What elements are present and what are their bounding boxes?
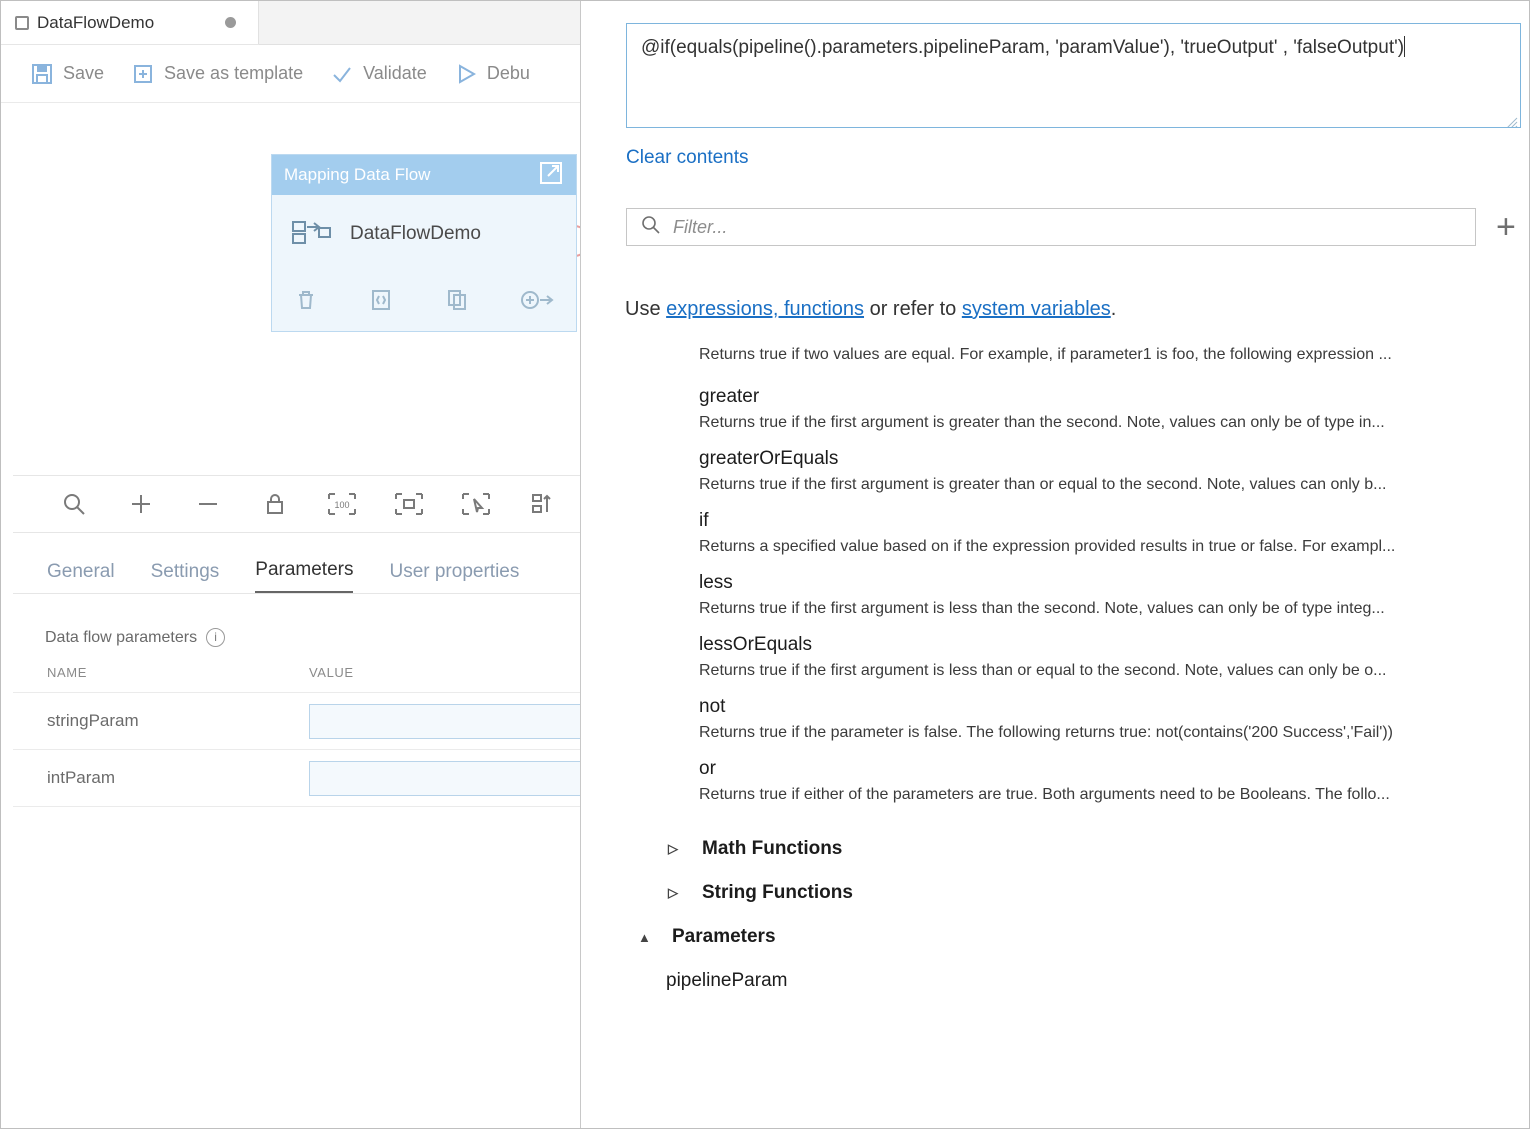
list-item[interactable] bbox=[626, 510, 1526, 556]
group-string-functions[interactable] bbox=[626, 882, 1526, 904]
group-label: Parameters bbox=[672, 926, 776, 947]
template-icon bbox=[132, 63, 154, 85]
expressions-functions-link[interactable]: expressions, functions bbox=[666, 298, 865, 320]
parameters-table-header bbox=[13, 665, 601, 693]
save-button[interactable] bbox=[31, 63, 104, 85]
parameter-item-pipelineparam[interactable]: pipelineParam bbox=[666, 970, 788, 991]
node-header-title: Mapping Data Flow bbox=[284, 165, 431, 184]
validate-button[interactable] bbox=[331, 63, 427, 85]
group-math-functions[interactable] bbox=[626, 838, 1526, 860]
detail-tabs bbox=[13, 546, 601, 594]
delete-icon[interactable] bbox=[294, 288, 318, 317]
group-parameters[interactable] bbox=[626, 926, 1526, 948]
node-actions bbox=[272, 273, 576, 331]
function-description: Returns true if the first argument is greater than or equal to the second. Note, values can only b... bbox=[699, 476, 1387, 493]
function-description: Returns true if two values are equal. For example, if parameter1 is foo, the following expression ... bbox=[699, 346, 1392, 363]
tab-strip bbox=[1, 1, 601, 45]
save-as-template-button[interactable] bbox=[132, 63, 303, 85]
list-item[interactable] bbox=[626, 634, 1526, 680]
search-icon bbox=[641, 215, 661, 240]
help-text-prefix: Use bbox=[625, 298, 667, 320]
dataflow-icon bbox=[292, 219, 332, 250]
tab-general[interactable]: General bbox=[47, 561, 115, 582]
tab-settings[interactable]: Settings bbox=[150, 561, 220, 582]
function-list[interactable] bbox=[626, 346, 1526, 1129]
list-item[interactable] bbox=[626, 346, 1526, 364]
chevron-right-icon: ▷ bbox=[668, 841, 678, 856]
expression-input[interactable] bbox=[626, 23, 1521, 128]
search-icon[interactable] bbox=[57, 487, 91, 521]
column-header-value: VALUE bbox=[309, 665, 354, 680]
filter-row bbox=[626, 208, 1521, 246]
tab-strip-empty-area bbox=[259, 1, 601, 45]
parameter-name: intParam bbox=[47, 768, 116, 787]
info-icon[interactable]: i bbox=[206, 628, 225, 647]
help-text bbox=[625, 298, 1116, 321]
clear-contents-link[interactable]: Clear contents bbox=[626, 147, 749, 168]
function-name: lessOrEquals bbox=[699, 634, 812, 655]
function-description: Returns true if the parameter is false. The following returns true: not(contains('200 Success','Fail')) bbox=[699, 724, 1394, 741]
function-name: if bbox=[699, 510, 709, 531]
help-text-middle: or refer to bbox=[864, 298, 962, 320]
play-icon bbox=[455, 63, 477, 85]
search-placeholder: Filter... bbox=[673, 216, 728, 237]
select-all-icon[interactable] bbox=[459, 487, 493, 521]
function-description: Returns true if either of the parameters are true. Both arguments need to be Booleans. The follo... bbox=[699, 786, 1390, 803]
copy-icon[interactable] bbox=[445, 288, 469, 317]
validate-label: Validate bbox=[363, 63, 427, 83]
node-body bbox=[272, 195, 576, 273]
plus-icon[interactable] bbox=[124, 487, 158, 521]
parameter-name: stringParam bbox=[47, 711, 139, 730]
function-name: less bbox=[699, 572, 733, 593]
code-icon[interactable] bbox=[369, 288, 393, 317]
resize-grip[interactable] bbox=[1506, 113, 1518, 125]
table-row[interactable] bbox=[13, 693, 601, 750]
tab-user-properties[interactable]: User properties bbox=[389, 561, 520, 582]
function-description: Returns true if the first argument is less than or equal to the second. Note, values can only be o... bbox=[699, 662, 1387, 679]
system-variables-link[interactable]: system variables bbox=[961, 298, 1111, 320]
function-name: greater bbox=[699, 386, 760, 407]
check-icon bbox=[331, 63, 353, 85]
parameters-panel bbox=[13, 606, 601, 807]
open-in-new-icon[interactable] bbox=[538, 160, 564, 191]
parameter-value-input[interactable] bbox=[309, 704, 589, 739]
mapping-data-flow-node[interactable] bbox=[271, 154, 577, 332]
function-description: Returns a specified value based on if the expression provided results in true or false. For exampl... bbox=[699, 538, 1396, 555]
function-name: not bbox=[699, 696, 726, 717]
save-icon bbox=[31, 63, 53, 85]
debug-label: Debu bbox=[486, 63, 530, 83]
parameters-title-row bbox=[13, 606, 601, 647]
tab-parameters[interactable]: Parameters bbox=[255, 559, 353, 593]
canvas-zoom-toolbar bbox=[13, 475, 601, 533]
save-as-template-label: Save as template bbox=[164, 63, 304, 83]
expression-builder-panel bbox=[580, 1, 1530, 1129]
expression-text: @if(equals(pipeline().parameters.pipelineParam, 'paramValue'), 'trueOutput' , 'falseOutput') bbox=[641, 37, 1405, 58]
minus-icon[interactable] bbox=[191, 487, 225, 521]
list-item[interactable] bbox=[626, 448, 1526, 494]
parameters-title: Data flow parameters bbox=[45, 628, 198, 646]
list-item[interactable] bbox=[626, 696, 1526, 742]
list-item[interactable] bbox=[626, 758, 1526, 804]
group-label: Math Functions bbox=[702, 838, 843, 859]
table-row[interactable] bbox=[13, 750, 601, 807]
unsaved-indicator-dot bbox=[225, 17, 236, 28]
pipeline-canvas[interactable] bbox=[13, 104, 601, 474]
lock-icon[interactable] bbox=[258, 487, 292, 521]
list-item[interactable] bbox=[626, 386, 1526, 432]
node-name-label: DataFlowDemo bbox=[350, 223, 481, 244]
auto-align-icon[interactable] bbox=[526, 487, 560, 521]
group-label: String Functions bbox=[702, 882, 853, 903]
list-item[interactable] bbox=[626, 572, 1526, 618]
tab-label: DataFlowDemo bbox=[37, 12, 155, 32]
add-icon[interactable]: + bbox=[1496, 208, 1516, 246]
chevron-right-icon: ▷ bbox=[668, 885, 678, 900]
dataflow-tab-icon bbox=[15, 16, 29, 30]
search-input[interactable] bbox=[626, 208, 1476, 246]
tab-dataflowdemo[interactable] bbox=[9, 1, 259, 44]
fit-to-screen-icon[interactable] bbox=[392, 487, 426, 521]
save-label: Save bbox=[63, 63, 105, 83]
svg-text:100: 100 bbox=[334, 500, 350, 510]
debug-button[interactable] bbox=[455, 63, 530, 85]
editor-toolbar bbox=[1, 45, 601, 103]
chevron-down-icon: ▲ bbox=[638, 929, 651, 945]
column-header-name: NAME bbox=[47, 665, 87, 680]
text-caret bbox=[1404, 36, 1405, 57]
parameters-table bbox=[13, 665, 601, 807]
function-name: greaterOrEquals bbox=[699, 448, 839, 469]
add-output-icon[interactable] bbox=[520, 288, 554, 317]
background-app bbox=[1, 1, 601, 1129]
node-header bbox=[272, 155, 576, 195]
function-description: Returns true if the first argument is greater than the second. Note, values can only be of type in... bbox=[699, 414, 1385, 431]
function-name: or bbox=[699, 758, 716, 779]
function-description: Returns true if the first argument is less than the second. Note, values can only be of type integ... bbox=[699, 600, 1385, 617]
parameter-value-input[interactable] bbox=[309, 761, 589, 796]
zoom-100-icon[interactable] bbox=[325, 487, 359, 521]
help-text-suffix: . bbox=[1110, 298, 1117, 320]
